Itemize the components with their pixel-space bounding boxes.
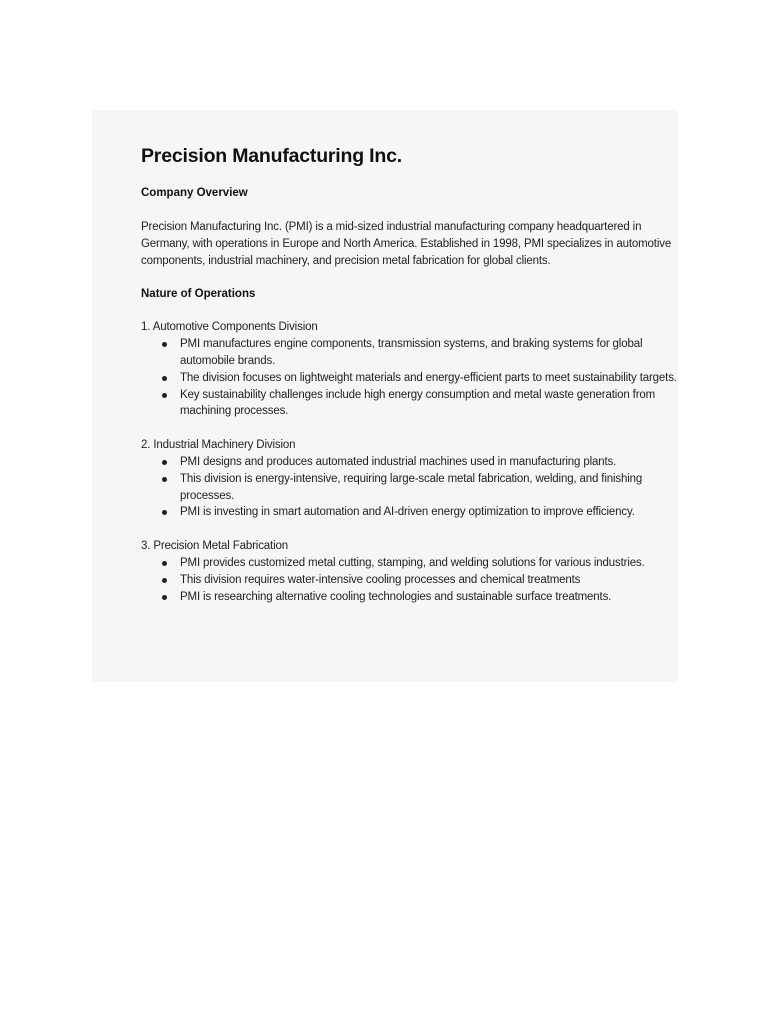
list-item xyxy=(141,471,681,505)
list-item xyxy=(141,387,681,421)
list-item-text: This division requires water-intensive cooling processes and chemical treatments xyxy=(180,573,581,586)
list-item xyxy=(141,454,681,471)
bullet-icon xyxy=(162,376,167,381)
list-item-text: PMI is investing in smart automation and AI-driven energy optimization to improve efficiency. xyxy=(180,506,635,519)
company-overview-paragraph: Precision Manufacturing Inc. (PMI) is a mid-sized industrial manufacturing company headquartered in Germany, with operations in Europe and North America. Established in 1998, PMI specializes in automotive components, industrial machinery, and precision metal fabrication for global clients. xyxy=(141,221,672,267)
list-item xyxy=(141,555,681,572)
list-item-text: PMI designs and produces automated industrial machines used in manufacturing plants. xyxy=(180,455,617,468)
list-item xyxy=(141,572,681,589)
list-item xyxy=(141,504,681,521)
bullet-icon xyxy=(162,460,167,465)
division-industrial-machinery xyxy=(141,437,681,521)
list-item-text: PMI is researching alternative cooling technologies and sustainable surface treatments. xyxy=(180,590,612,603)
division-title: 1. Automotive Components Division xyxy=(141,321,318,334)
division-title: 2. Industrial Machinery Division xyxy=(141,439,296,452)
list-item-text: PMI provides customized metal cutting, stamping, and welding solutions for various industries. xyxy=(180,556,645,569)
list-item-text: The division focuses on lightweight materials and energy-efficient parts to meet sustainability targets. xyxy=(180,371,677,384)
bullet-icon xyxy=(162,393,167,398)
list-item-text: This division is energy-intensive, requiring large-scale metal fabrication, welding, and finishing processes. xyxy=(180,472,643,502)
document-title: Precision Manufacturing Inc. xyxy=(141,145,402,167)
division-automotive xyxy=(141,319,681,420)
division-title: 3. Precision Metal Fabrication xyxy=(141,540,288,553)
bullet-icon xyxy=(162,477,167,482)
bullet-icon xyxy=(162,595,167,600)
bullet-list xyxy=(141,336,681,420)
division-precision-metal-fabrication xyxy=(141,538,681,605)
bullet-icon xyxy=(162,561,167,566)
bullet-list xyxy=(141,555,681,605)
document-content xyxy=(141,143,681,605)
nature-of-operations-heading: Nature of Operations xyxy=(141,288,256,301)
list-item-text: Key sustainability challenges include high energy consumption and metal waste generation from machining processes. xyxy=(180,388,656,418)
list-item xyxy=(141,589,681,606)
bullet-icon xyxy=(162,578,167,583)
list-item-text: PMI manufactures engine components, transmission systems, and braking systems for global automobile brands. xyxy=(180,338,643,367)
bullet-icon xyxy=(162,342,167,347)
bullet-icon xyxy=(162,510,167,515)
company-overview-heading: Company Overview xyxy=(141,187,248,199)
list-item xyxy=(141,336,681,370)
list-item xyxy=(141,370,681,387)
bullet-list xyxy=(141,454,681,521)
